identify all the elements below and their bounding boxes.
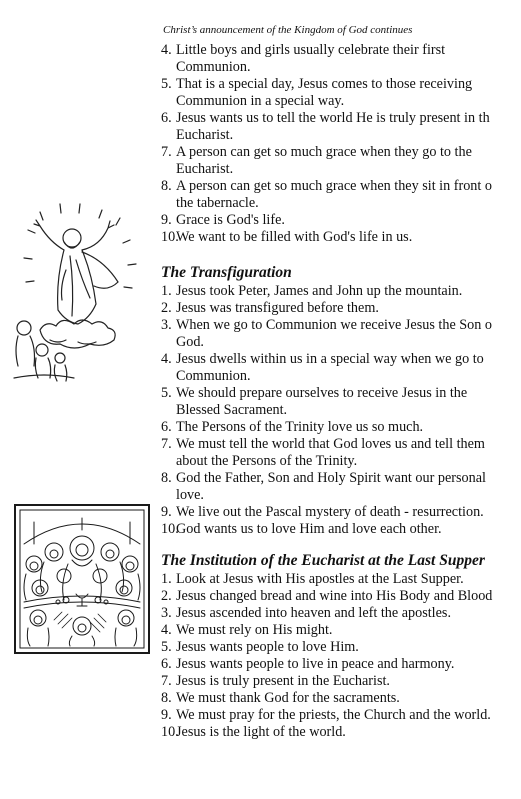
running-head: Christ’s announcement of the Kingdom of God continues xyxy=(163,24,413,36)
item-number: 8. xyxy=(161,178,172,194)
item-number: 10. xyxy=(161,521,179,537)
item-text: God wants us to love Him and love each other. xyxy=(176,521,442,537)
item-text-continued: Communion in a special way. xyxy=(176,93,345,109)
item-number: 4. xyxy=(161,351,172,367)
list-item xyxy=(161,351,521,385)
item-number: 3. xyxy=(161,317,172,333)
item-text: A person can get so much grace when they sit in front o xyxy=(176,178,492,194)
item-text: We must thank God for the sacraments. xyxy=(176,690,400,706)
item-text: Look at Jesus with His apostles at the Last Supper. xyxy=(176,571,464,587)
item-text: Jesus is truly present in the Eucharist. xyxy=(176,673,390,689)
item-number: 2. xyxy=(161,300,172,316)
item-number: 7. xyxy=(161,673,172,689)
list-item xyxy=(161,622,521,639)
list-item xyxy=(161,571,521,588)
section-continued xyxy=(161,42,521,246)
item-text: The Persons of the Trinity love us so much. xyxy=(176,419,424,435)
item-text-continued: Blessed Sacrament. xyxy=(176,402,288,418)
item-number: 10. xyxy=(161,724,179,740)
list-item xyxy=(161,229,521,246)
item-text: We should prepare ourselves to receive Jesus in the xyxy=(176,385,468,401)
item-number: 5. xyxy=(161,385,172,401)
list-item xyxy=(161,42,521,76)
item-number: 1. xyxy=(161,283,172,299)
item-text: Jesus dwells within us in a special way when we go to xyxy=(176,351,484,367)
last-supper-illustration xyxy=(14,504,150,654)
list-item xyxy=(161,76,521,110)
item-text-continued: Communion. xyxy=(176,59,251,75)
item-text-continued: about the Persons of the Trinity. xyxy=(176,453,358,469)
list-item xyxy=(161,178,521,212)
section-transfiguration xyxy=(161,263,521,538)
section-heading: The Institution of the Eucharist at the Last Supper xyxy=(161,552,485,569)
list-item xyxy=(161,419,521,436)
item-text-continued: Eucharist. xyxy=(176,127,234,143)
item-text: God the Father, Son and Holy Spirit want our personal xyxy=(176,470,486,486)
item-number: 6. xyxy=(161,656,172,672)
item-text-continued: the tabernacle. xyxy=(176,195,259,211)
item-text: A person can get so much grace when they go to the xyxy=(176,144,472,160)
item-number: 2. xyxy=(161,588,172,604)
item-text-continued: Communion. xyxy=(176,368,251,384)
section-heading: The Transfiguration xyxy=(161,264,292,281)
item-text: Jesus wants people to live in peace and harmony. xyxy=(176,656,455,672)
list-item xyxy=(161,504,521,521)
item-text: Jesus ascended into heaven and left the apostles. xyxy=(176,605,451,621)
list-item xyxy=(161,656,521,673)
list-item xyxy=(161,605,521,622)
list-item xyxy=(161,144,521,178)
list-item xyxy=(161,690,521,707)
item-text: Jesus wants us to tell the world He is truly present in th xyxy=(176,110,490,126)
transfiguration-illustration xyxy=(10,200,150,385)
last-supper-list xyxy=(161,571,521,741)
item-number: 6. xyxy=(161,110,172,126)
list-item xyxy=(161,283,521,300)
item-text: We must tell the world that God loves us and tell them xyxy=(176,436,485,452)
item-text-continued: love. xyxy=(176,487,204,503)
item-text: Jesus changed bread and wine into His Body and Blood xyxy=(176,588,493,604)
item-number: 5. xyxy=(161,76,172,92)
list-item xyxy=(161,707,521,724)
item-number: 9. xyxy=(161,212,172,228)
item-number: 6. xyxy=(161,419,172,435)
item-text: When we go to Communion we receive Jesus the Son o xyxy=(176,317,493,333)
list-item xyxy=(161,110,521,144)
item-number: 8. xyxy=(161,470,172,486)
item-text: We live out the Pascal mystery of death - resurrection. xyxy=(176,504,484,520)
item-number: 5. xyxy=(161,639,172,655)
item-number: 9. xyxy=(161,707,172,723)
item-text: We want to be filled with God's life in us. xyxy=(176,229,413,245)
item-text: Grace is God's life. xyxy=(176,212,285,228)
list-item xyxy=(161,317,521,351)
list-item xyxy=(161,673,521,690)
section-last-supper xyxy=(161,551,521,741)
list-item xyxy=(161,588,521,605)
item-text: That is a special day, Jesus comes to those receiving xyxy=(176,76,473,92)
item-text: Jesus took Peter, James and John up the mountain. xyxy=(176,283,463,299)
item-number: 9. xyxy=(161,504,172,520)
item-number: 1. xyxy=(161,571,172,587)
item-text: We must rely on His might. xyxy=(176,622,333,638)
item-text: Jesus wants people to love Him. xyxy=(176,639,359,655)
item-number: 3. xyxy=(161,605,172,621)
item-text: We must pray for the priests, the Church and the world. xyxy=(176,707,491,723)
list-item xyxy=(161,436,521,470)
item-text-continued: God. xyxy=(176,334,204,350)
item-text: Jesus was transfigured before them. xyxy=(176,300,379,316)
item-text: Little boys and girls usually celebrate their first xyxy=(176,42,446,58)
item-number: 8. xyxy=(161,690,172,706)
item-number: 7. xyxy=(161,436,172,452)
list-item xyxy=(161,521,521,538)
list-item xyxy=(161,470,521,504)
item-number: 7. xyxy=(161,144,172,160)
continued-list xyxy=(161,42,521,246)
transfiguration-list xyxy=(161,283,521,538)
item-number: 4. xyxy=(161,42,172,58)
list-item xyxy=(161,724,521,741)
list-item xyxy=(161,300,521,317)
list-item xyxy=(161,212,521,229)
list-item xyxy=(161,385,521,419)
list-item xyxy=(161,639,521,656)
item-text: Jesus is the light of the world. xyxy=(176,724,346,740)
item-number: 4. xyxy=(161,622,172,638)
item-number: 10. xyxy=(161,229,179,245)
item-text-continued: Eucharist. xyxy=(176,161,234,177)
